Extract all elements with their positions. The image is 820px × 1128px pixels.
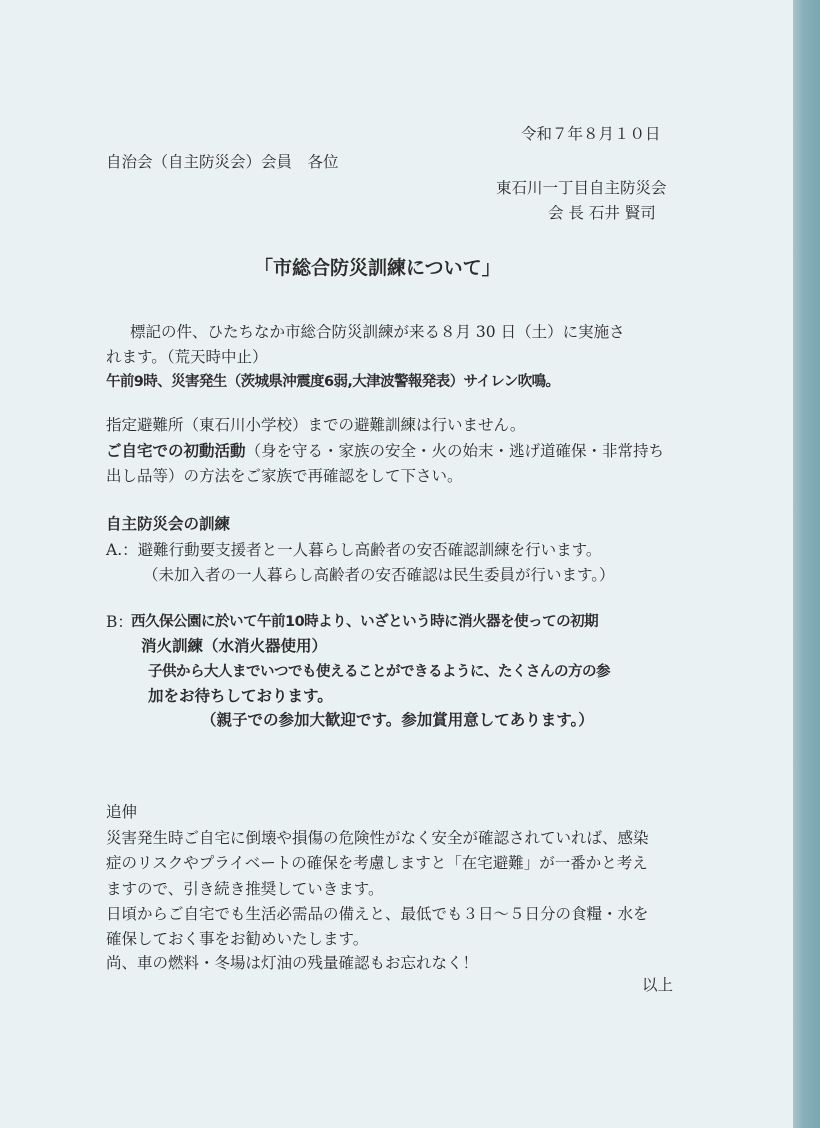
drill-b-line-1: 西久保公園に於いて午前10時より、いざという時に消火器を使っての初期	[131, 614, 599, 630]
postscript-line-2: 症のリスクやプライベートの確保を考慮しますと「在宅避難」が一番かと考え	[106, 854, 648, 872]
postscript-heading: 追伸	[106, 803, 138, 821]
postscript-line-6: 尚、車の燃料・冬場は灯油の残量確認もお忘れなく！	[106, 954, 479, 972]
drill-b-line-5: （親子での参加大歓迎です。参加賞用意してあります。）	[201, 711, 594, 729]
sender-organization: 東石川一丁目自主防災会	[496, 179, 667, 197]
evacuation-line-1: 指定避難所（東石川小学校）までの避難訓練は行いません。	[106, 416, 526, 434]
postscript-line-5: 確保しておく事をお勧めいたします。	[106, 930, 369, 948]
date: 令和７年８月１０日	[521, 125, 661, 143]
intro-line-1: 標記の件、ひたちなか市総合防災訓練が来る８月 30 日（土）に実施さ	[130, 323, 625, 341]
background-edge	[793, 0, 820, 1128]
postscript-line-4: 日頃からご自宅でも生活必需品の備えと、最低でも３日～５日分の食糧・水を	[106, 905, 649, 923]
drill-b-prefix: B：	[106, 613, 133, 631]
drill-b-line-4: 加をお待ちしております。	[148, 687, 333, 705]
document-title: 「市総合防災訓練について」	[254, 257, 501, 279]
closing-word: 以上	[642, 976, 674, 994]
drill-b-line-3: 子供から大人までいつでも使えることができるように、たくさんの方の参	[148, 664, 610, 680]
drill-a-line-2: （未加入者の一人暮らし高齢者の安否確認は民生委員が行います。）	[143, 566, 615, 584]
addressee: 自治会（自主防災会）会員 各位	[106, 153, 339, 171]
intro-line-2: れます。（荒天時中止）	[106, 348, 268, 366]
drill-heading: 自主防災会の訓練	[106, 515, 231, 533]
drill-a-line-1: A.：避難行動要支援者と一人暮らし高齢者の安否確認訓練を行います。	[106, 541, 602, 559]
postscript-line-3: ますので、引き続き推奨していきます。	[106, 880, 384, 898]
evacuation-line-2	[106, 441, 664, 461]
sender-name: 会 長 石井 賢司	[548, 204, 656, 222]
initial-action-emphasis: ご自宅での初動活動	[106, 442, 246, 460]
evacuation-line-2-rest: （身を守る・家族の安全・火の始末・逃げ道確保・非常持ち	[245, 442, 665, 460]
drill-b-line-2: 消火訓練（水消火器使用）	[141, 637, 328, 655]
siren-notice: 午前9時、災害発生（茨城県沖震度6弱,大津波警報発表）サイレン吹鳴。	[106, 374, 560, 390]
postscript-line-1: 災害発生時ご自宅に倒壊や損傷の危険性がなく安全が確認されていれば、感染	[106, 829, 649, 847]
evacuation-line-3: 出し品等）の方法をご家族で再確認をして下さい。	[106, 467, 463, 485]
